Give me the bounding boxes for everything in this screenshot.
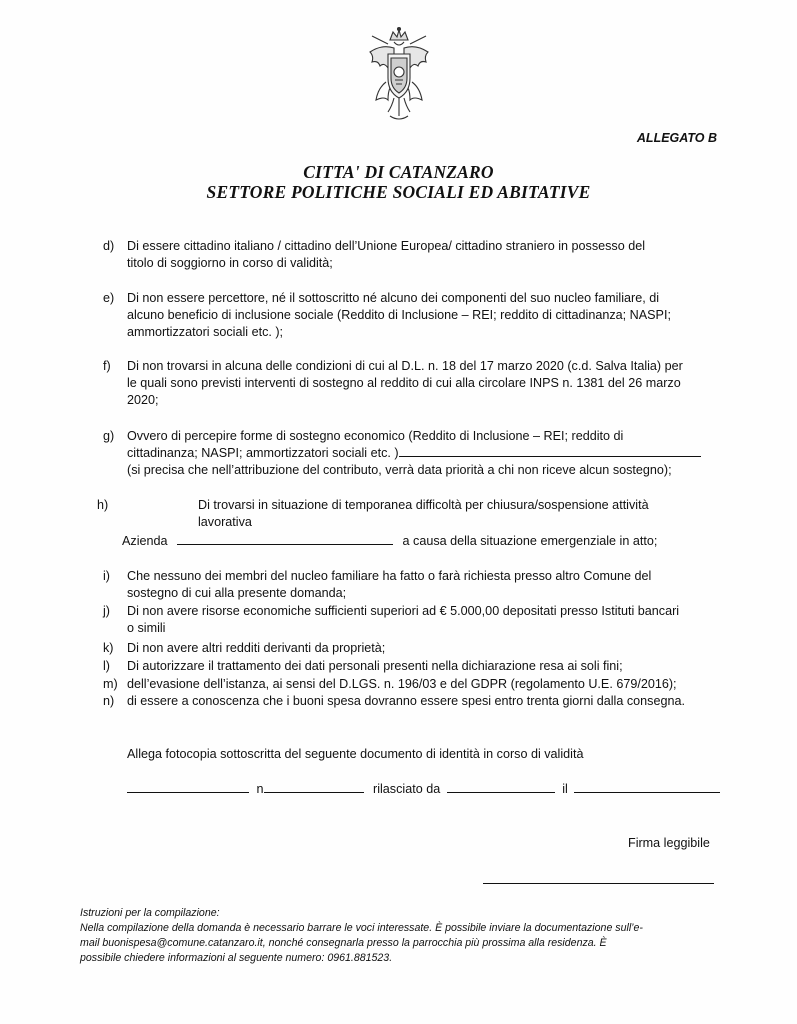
azienda-tail: a causa della situazione emergenziale in atto; xyxy=(402,534,658,548)
item-g-line xyxy=(127,445,719,462)
item-letter-h: h) xyxy=(97,498,109,512)
item-h-line: lavorativa xyxy=(198,515,252,529)
org-subtitle: SETTORE POLITICHE SOCIALI ED ABITATIVE xyxy=(206,182,591,202)
allega-text: Allega fotocopia sottoscritta del seguente documento di identità in corso di validità xyxy=(127,747,584,761)
date-label: il xyxy=(562,782,568,796)
item-n xyxy=(127,693,719,710)
item-j xyxy=(127,603,719,637)
item-m xyxy=(127,676,719,693)
item-h-line: Di trovarsi in situazione di temporanea difficoltà per chiusura/sospensione attività xyxy=(198,498,649,512)
item-f xyxy=(127,358,719,409)
issue-date-field[interactable] xyxy=(574,781,720,793)
instructions-title: Istruzioni per la compilazione: xyxy=(80,907,220,919)
instructions-line: Nella compilazione della domanda è necessario barrare le voci interessate. È possibile inviare la documentazione sull’e- xyxy=(80,922,643,934)
item-e xyxy=(127,290,719,341)
item-letter-g: g) xyxy=(103,429,115,443)
item-f-line: le quali sono previsti interventi di sostegno al reddito di cui alla circolare INPS n. 1381 del 26 marzo xyxy=(127,376,681,390)
item-j-line: Di non avere risorse economiche sufficienti superiori ad € 5.000,00 depositati presso Istituti bancari xyxy=(127,604,680,618)
item-j-line: o simili xyxy=(127,621,166,635)
item-i-line: sostegno di cui alla presente domanda; xyxy=(127,586,347,600)
item-letter-j: j) xyxy=(103,604,110,618)
item-i xyxy=(127,568,719,602)
document-type-field[interactable] xyxy=(127,781,249,793)
item-k-line: Di non avere altri redditi derivanti da proprietà; xyxy=(127,641,386,655)
azienda-field[interactable] xyxy=(177,533,393,545)
issued-by-field[interactable] xyxy=(447,781,555,793)
item-l xyxy=(127,658,719,675)
item-e-line: alcuno beneficio di inclusione sociale (Reddito di Inclusione – REI; reddito di cittadinanza; NASPI; xyxy=(127,308,671,322)
item-letter-l: l) xyxy=(103,659,110,673)
item-letter-k: k) xyxy=(103,641,114,655)
item-g-line: (si precisa che nell’attribuzione del contributo, verrà data priorità a chi non riceve alcun sostegno); xyxy=(127,463,672,477)
item-g-line: Ovvero di percepire forme di sostegno economico (Reddito di Inclusione – REI; reddito di xyxy=(127,429,624,443)
item-i-line: Che nessuno dei membri del nucleo familiare ha fatto o farà richiesta presso altro Comune del xyxy=(127,569,652,583)
document-details-line xyxy=(127,781,720,798)
azienda-label: Azienda xyxy=(122,534,168,548)
other-support-field[interactable] xyxy=(399,445,701,457)
document-number-field[interactable] xyxy=(264,781,364,793)
issued-by-label: rilasciato da xyxy=(373,782,441,796)
item-f-line: Di non trovarsi in alcuna delle condizioni di cui al D.L. n. 18 del 17 marzo 2020 (c.d. Salva Italia) per xyxy=(127,359,683,373)
item-n-line: di essere a conoscenza che i buoni spesa dovranno essere spesi entro trenta giorni dalla consegna. xyxy=(127,694,685,708)
item-l-line: Di autorizzare il trattamento dei dati personali presenti nella dichiarazione resa ai soli fini; xyxy=(127,659,623,673)
item-e-line: Di non essere percettore, né il sottoscritto né alcuno dei componenti del suo nucleo familiare, di xyxy=(127,291,660,305)
item-d-line: Di essere cittadino italiano / cittadino dell’Unione Europea/ cittadino straniero in possesso del xyxy=(127,239,646,253)
signature-label: Firma leggibile xyxy=(628,836,710,850)
item-d-line: titolo di soggiorno in corso di validità; xyxy=(127,256,333,270)
item-letter-f: f) xyxy=(103,359,111,373)
item-letter-e: e) xyxy=(103,291,115,305)
instructions xyxy=(80,906,730,966)
item-g-line-text: cittadinanza; NASPI; ammortizzatori sociali etc. ) xyxy=(127,446,399,460)
item-d xyxy=(127,238,719,272)
item-g xyxy=(127,428,719,479)
signature-field[interactable] xyxy=(483,872,714,884)
item-f-line: 2020; xyxy=(127,393,159,407)
allegato-label: ALLEGATO B xyxy=(636,131,717,145)
item-letter-i: i) xyxy=(103,569,110,583)
item-h xyxy=(198,497,718,531)
item-k xyxy=(127,640,719,657)
coat-of-arms-icon xyxy=(364,26,434,126)
item-e-line: ammortizzatori sociali etc. ); xyxy=(127,325,284,339)
item-letter-m: m) xyxy=(103,677,118,691)
item-m-line: dell’evasione dell’istanza, ai sensi del D.LGS. n. 196/03 e del GDPR (regolamento U.E. 679/2016); xyxy=(127,677,677,691)
instructions-line: mail buonispesa@comune.catanzaro.it, nonché consegnarla presso la parrocchia più prossima alla residenza. È xyxy=(80,937,607,949)
item-letter-d: d) xyxy=(103,239,115,253)
org-title: CITTA' DI CATANZARO xyxy=(303,162,494,182)
item-letter-n: n) xyxy=(103,694,115,708)
azienda-line xyxy=(122,533,657,550)
number-label: n xyxy=(256,782,264,796)
instructions-line: possibile chiedere informazioni al seguente numero: 0961.881523. xyxy=(80,952,393,964)
